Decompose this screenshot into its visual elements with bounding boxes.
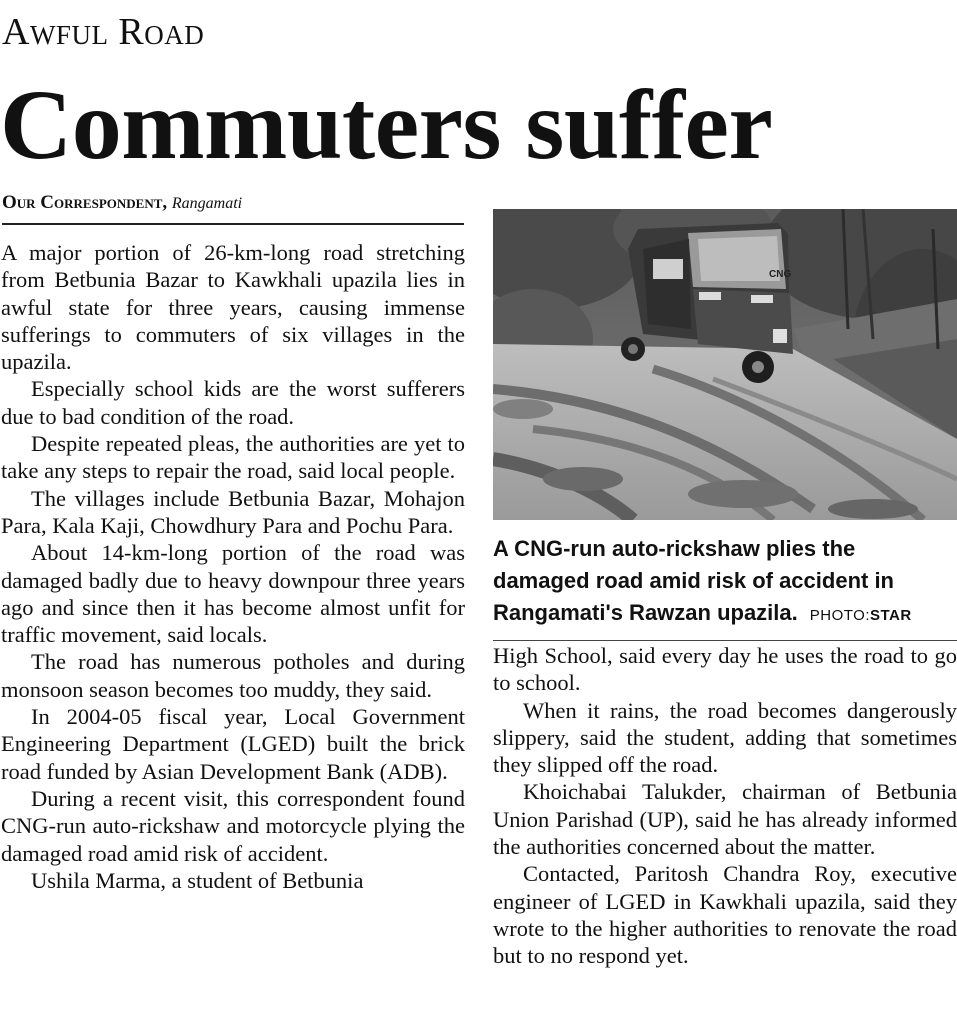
- photo-credit: [810, 607, 912, 624]
- paragraph: The villages include Betbunia Bazar, Mohajon Para, Kala Kaji, Chowdhury Para and Pochu Para.: [1, 485, 465, 538]
- byline: [2, 190, 464, 225]
- article-column-right: [493, 642, 957, 970]
- byline-location: Rangamati: [171, 195, 243, 212]
- photo-credit-source: STAR: [870, 607, 912, 624]
- paragraph: Especially school kids are the worst sufferers due to bad condition of the road.: [1, 376, 465, 429]
- paragraph: Contacted, Paritosh Chandra Roy, executive engineer of LGED in Kawkhali upazila, said they wrote to the higher authorities to renovate the road but to no respond yet.: [493, 861, 957, 969]
- article-column-left: [1, 239, 465, 894]
- kicker: Awful Road: [2, 11, 205, 53]
- vehicle-plate-label: CNG: [769, 269, 792, 280]
- paragraph: During a recent visit, this correspondent found CNG-run auto-rickshaw and motorcycle plying the damaged road amid risk of accident.: [1, 785, 465, 866]
- caption-text: A CNG-run auto-rickshaw plies the damaged road amid risk of accident in Rangamati's Rawzan upazila.: [493, 536, 894, 625]
- paragraph: In 2004-05 fiscal year, Local Government Engineering Department (LGED) built the brick road funded by Asian Development Bank (ADB).: [1, 704, 465, 784]
- byline-correspondent: Our Correspondent,: [2, 192, 168, 213]
- news-photo: [493, 209, 957, 520]
- photo-credit-prefix: PHOTO:: [809, 607, 870, 624]
- photo-caption: [493, 533, 957, 641]
- paragraph: Khoichabai Talukder, chairman of Betbunia Union Parishad (UP), said he has already informed the authorities concerned about the matter.: [493, 779, 957, 860]
- paragraph: Despite repeated pleas, the authorities are yet to take any steps to repair the road, said local people.: [1, 431, 465, 484]
- paragraph: High School, said every day he uses the road to go to school.: [493, 643, 957, 696]
- paragraph: Ushila Marma, a student of Betbunia: [31, 867, 364, 893]
- photo-illustration: [493, 209, 957, 520]
- paragraph: When it rains, the road becomes dangerously slippery, said the student, adding that sometimes they slipped off the road.: [493, 697, 957, 778]
- paragraph: A major portion of 26-km-long road stretching from Betbunia Bazar to Kawkhali upazila lies in awful state for three years, causing immense sufferings to commuters of six villages in the upazila.: [1, 240, 465, 375]
- paragraph: The road has numerous potholes and during monsoon season becomes too muddy, they said.: [1, 649, 465, 702]
- headline: Commuters suffer: [0, 69, 773, 180]
- paragraph: About 14-km-long portion of the road was damaged badly due to heavy downpour three years ago and since then it has become almost unfit for traffic movement, said locals.: [1, 540, 465, 648]
